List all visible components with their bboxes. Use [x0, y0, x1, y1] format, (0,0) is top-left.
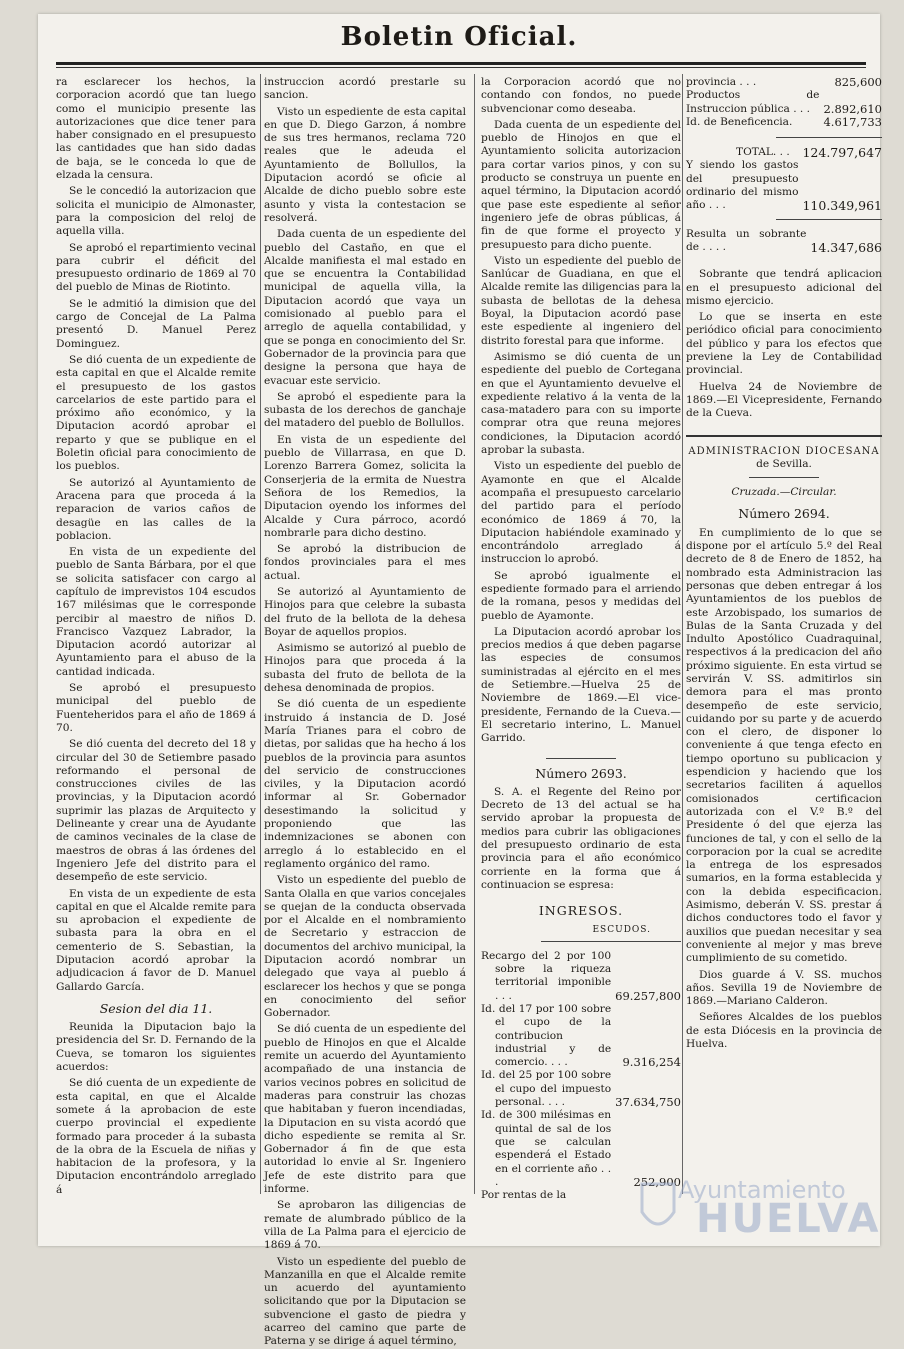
paragraph: Se dió cuenta de un espediente del pueblo de Hinojos en que el Alcalde remite un acuerdo del Ayuntamiento acompañado de una instancia de varios vecinos pobres en solicitud de maderas para construir las chozas que habitaban y fueron incendiadas, la Diputacion en su vista acordó que dicho espediente se remita al Sr. Gobernador á fin de que esta autoridad lo envie al Sr. Ingeniero Jefe de este distrito para que informe.	[264, 1023, 466, 1196]
paragraph: Se le admitió la dimision que del cargo de Concejal de La Palma presentó D. Manuel Perez Dominguez.	[56, 297, 256, 350]
masthead-rule-thin	[56, 67, 866, 68]
row-label: Id. del 25 por 100 sobre el cupo del impuesto personal. . . .	[481, 1069, 612, 1109]
paragraph: S. A. el Regente del Reino por Decreto de 13 del actual se ha servido aprobar la propuesta de medios para cubrir las obligaciones del presupuesto ordinario de esta provincia para el año económico corriente en la forma que á continuacion se espresa:	[481, 785, 681, 891]
gastos-label: Y siendo los gastos del presupuesto ordinario del mismo año . . .	[686, 159, 799, 212]
stamp-line-1: Ayuntamiento	[678, 1176, 846, 1204]
table-row	[481, 1003, 681, 1069]
circular-number: Número 2694.	[738, 506, 830, 522]
paragraph: En vista de un espediente del pueblo de Villarrasa, en que D. Lorenzo Barrera Gomez, solicita la Conserjeria de la ermita de Nuestra Señora de los Remedios, la Diputacion oyendo los informes del Alcalde y Cura párroco, acordó nombrarle para dicho destino.	[264, 433, 466, 539]
row-label: Id. de 300 milésimas en quintal de sal de los que se calculan espenderá el Estado en el corriente año . . .	[481, 1109, 612, 1188]
column-divider	[260, 74, 261, 1194]
paragraph: la Corporacion acordó que no contando con fondos, no puede subvencionar como deseaba.	[481, 76, 681, 115]
paragraph: Asimismo se autorizó al pueblo de Hinojos para que proceda á la subasta del fruto de bellota de la dehesa denominada de propios.	[264, 642, 466, 695]
row-value: 37.634,750	[615, 1095, 681, 1110]
table-row	[481, 950, 681, 1003]
paragraph: Dada cuenta de un espediente del pueblo de Hinojos en que el Ayuntamiento solicita autorizacion para cortar varios pinos, y con su producto se construya un puente en aquel término, la Diputacion acordó que pase este espediente al señor ingeniero jefe de obras públicas, á fin de que forme el proyecto y presupuesto para dicho puente.	[481, 118, 681, 251]
table-row	[481, 1069, 681, 1109]
paragraph: Se autorizó al Ayuntamiento de Hinojos para que celebre la subasta del fruto de la bellota de la dehesa Boyar de aquellos propios.	[264, 585, 466, 638]
row-value: 9.316,254	[622, 1055, 681, 1070]
table-row	[686, 159, 882, 212]
paragraph: Sobrante que tendrá aplicacion en el presupuesto adicional del mismo ejercicio.	[686, 268, 882, 307]
paragraph: Se dió cuenta del decreto del 18 y circular del 30 de Setiembre pasado reformando el personal de construcciones civiles de las provincias, y la Diputacion acordó suprimir las plazas de Arquitecto y Delineante y crear una de Ayudante de caminos vecinales de la clase de maestros de obras á las órdenes del Ingeniero Jefe del distrito para el desempeño de este servicio.	[56, 738, 256, 884]
paragraph: Se aprobó la distribucion de fondos provinciales para el mes actual.	[264, 543, 466, 582]
table-row	[686, 89, 882, 116]
table-row	[686, 76, 882, 89]
paragraph: Se aprobó igualmente el espediente formado para el arriendo de la romana, pesos y medidas del pueblo de Ayamonte.	[481, 569, 681, 622]
row-label: provincia . . .	[686, 76, 757, 88]
session-heading: Sesion del dia 11.	[99, 1000, 213, 1016]
sobrante-label: Resulta un sobrante de . . . .	[686, 227, 807, 253]
masthead-rule-thick	[56, 62, 866, 65]
divider	[686, 435, 882, 437]
total-value: 124.797,647	[802, 145, 882, 161]
divider	[541, 941, 681, 942]
paragraph: Se aprobó el repartimiento vecinal para cubrir el déficit del presupuesto ordinario de 1869 al 70 del pueblo de Minas de Riotinto.	[56, 241, 256, 294]
paragraph: Visto un espediente del pueblo de Sanlúcar de Guadiana, en que el Alcalde remite las diligencias para la subasta de bellotas de la dehesa Boyal, la Diputacion acordó pase este espediente al ingeniero del distrito forestal para que informe.	[481, 254, 681, 347]
column-3	[481, 76, 681, 1202]
paragraph: Se dió cuenta de un expediente de esta capital, en que el Alcalde somete á la aprobacion de este cuerpo provincial el expediente formado para proceder á la subasta de la obra de la Escuela de niñas y habitacion de la profesora, y la Diputacion encontrándolo arreglado á	[56, 1077, 256, 1196]
column-divider	[682, 74, 683, 1194]
ingresos-table-continued	[686, 76, 882, 129]
sobrante-value: 14.347,686	[810, 239, 882, 255]
paragraph: Se le concedió la autorizacion que solicita el municipio de Almonaster, para la composicion del reloj de aquella villa.	[56, 185, 256, 238]
column-divider	[474, 74, 475, 1194]
column-2	[264, 76, 466, 1349]
divider	[776, 219, 882, 220]
row-value: 69.257,800	[615, 988, 681, 1003]
row-label: Id. del 17 por 100 sobre el cupo de la contribucion industrial y de comercio. . . .	[481, 1003, 612, 1069]
newspaper-page	[38, 14, 882, 1348]
ingresos-table	[481, 950, 681, 1203]
paragraph: En cumplimiento de lo que se dispone por el artículo 5.º del Real decreto de 8 de Enero de 1852, ha nombrado esta Administracion las personas que deben entregar á los Ayuntamientos de los pueblos de este Arzobispado, los sumarios de Bulas de la Santa Cruzada y del Indulto Apostólico Cuadraquinal, respectivos á la predicacion del año próximo siguiente. En esta virtud se servirán V. SS. admitirlos sin demora para el mas pronto desempeño de este servicio, cuidando por su parte y de acuerdo con el clero, de disponer lo conveniente á que tenga efecto en tiempo oportuno su publicacion y espendicion y haciendo que los secretarios faciliten á aquellos comisionados certificacion autorizada con el V.º B.º del Presidente ó del que ejerza las funciones de tal, y con el sello de la corporacion por la cual se acredite la entrega de los espresados sumarios, en la forma establecida y con la debida especificacion. Asimismo, deberán V. SS. prestar á dichos conductores todo el favor y auxilios que puedan necesitar y sea conveniente al mejor y mas breve cumplimiento de su cometido.	[686, 526, 882, 965]
paragraph: Huelva 24 de Noviembre de 1869.—El Vicepresidente, Fernando de la Cueva.	[686, 380, 882, 420]
row-value: 252,900	[633, 1174, 681, 1189]
paragraph: Se dió cuenta de un espediente instruido á instancia de D. José María Trianes para el cobro de dietas, por salidas que ha hecho á los pueblos de la provincia para asuntos del servicio de construcciones civiles, y la Diputacion acordó informar al Sr. Gobernador desestimando la solicitud y proponiendo que las indemnizaciones se abonen con arreglo á lo establecido en el reglamento orgánico del ramo.	[264, 698, 466, 870]
paragraph: Reunida la Diputacion bajo la presidencia del Sr. D. Fernando de la Cueva, se tomaron los siguientes acuerdos:	[56, 1021, 256, 1074]
paragraph: Dada cuenta de un espediente del pueblo del Castaño, en que el Alcalde manifiesta el mal estado en que se encuentra la Contabilidad municipal de aquella villa, la Diputacion acordó que vaya un comisionado al pueblo para el arreglo de aquella contabilidad, y que se ponga en conocimiento del Sr. Gobernador de la provincia para que designe la persona que haya de evacuar este servicio.	[264, 228, 466, 387]
row-label: Id. de Beneficencia.	[686, 115, 793, 128]
paragraph: Se autorizó al Ayuntamiento de Aracena para que proceda á la reparacion de varios caños de desagüe en las calles de la poblacion.	[56, 476, 256, 542]
divider	[546, 758, 616, 759]
paragraph: Se aprobó el espediente para la subasta de los derechos de ganchaje del matadero del pueblo de Bollullos.	[264, 390, 466, 430]
paragraph: Visto un espediente del pueblo de Ayamonte en que el Alcalde acompaña el presupuesto carcelario del partido para el período económico de 1869 á 70, la Diputacion habiéndole examinado y encontrándolo arreglado á instruccion lo aprobó.	[481, 460, 681, 566]
column-1	[56, 76, 256, 1197]
table-row	[686, 228, 882, 255]
stamp-line-2: HUELVA	[696, 1196, 881, 1242]
table-row	[686, 116, 882, 129]
divider	[776, 137, 882, 138]
totals-table	[686, 146, 882, 212]
paragraph: Se aprobó el presupuesto municipal del pueblo de Fuenteheridos para el año de 1869 á 70.	[56, 682, 256, 734]
escudos-label: ESCUDOS.	[592, 924, 651, 935]
total-label: TOTAL. . .	[736, 146, 790, 159]
table-row	[686, 146, 882, 159]
paragraph: En vista de un expediente del pueblo de Santa Bárbara, por el que se solicita satisfacer con cargo al capítulo de imprevistos 104 escudos 167 milésimas que le corresponde percibir al maestro de niños D. Francisco Vazquez Labrador, la Diputacion acordó autorizar al Ayuntamiento para el abuso de la cantidad indicada.	[56, 546, 256, 678]
divider	[749, 477, 819, 478]
row-label: Recargo del 2 por 100 sobre la riqueza territorial imponible . . .	[481, 949, 612, 1002]
paragraph: instruccion acordó prestarle su sancion.	[264, 76, 466, 102]
row-value: 4.617,733	[823, 114, 882, 129]
paragraph: La Diputacion acordó aprobar los precios medios á que deben pagarse las especies de consumos suministradas al ejército en el mes de Setiembre.—Huelva 25 de Noviembre de 1869.—El vice-presidente, Fernando de la Cueva.—El secretario interino, L. Manuel Garrido.	[481, 625, 681, 745]
row-value: 825,600	[834, 75, 882, 89]
sobrante-table	[686, 228, 882, 255]
ingresos-heading: INGRESOS.	[538, 903, 624, 919]
row-value: 2.892,610	[823, 101, 882, 116]
coat-of-arms-icon	[638, 1178, 678, 1238]
paragraph: Dios guarde á V. SS. muchos años. Sevilla 19 de Noviembre de 1869.—Mariano Calderon.	[686, 968, 882, 1008]
paragraph: Lo que se inserta en este periódico oficial para conocimiento del público y para los efectos que previene la Ley de Contabilidad provincial.	[686, 311, 882, 377]
section-title: ADMINISTRACION DIOCESANA	[688, 445, 880, 457]
masthead-title: Boletin Oficial.	[340, 22, 578, 52]
decree-number: Número 2693.	[535, 765, 627, 781]
column-4	[686, 76, 882, 1051]
paragraph: ra esclarecer los hechos, la corporacion acordó que tan luego como el municipio presente las autorizaciones que dice tener para haber consignado en el presupuesto las cantidades que han sido dadas de baja, se le conceda lo que de elzada la censura.	[56, 76, 256, 182]
section-subtitle: de Sevilla.	[756, 457, 812, 470]
paragraph: Señores Alcaldes de los pueblos de esta Diócesis en la provincia de Huelva.	[686, 1011, 882, 1050]
paragraph: Visto un espediente de esta capital en que D. Diego Garzon, á nombre de sus tres hermanos, reclama 720 reales que le adeuda el Ayuntamiento de Bollullos, la Diputacion acordó se oficie al Alcalde de dicho pueblo sobre este asunto y vista la contestacion se resolverá.	[264, 105, 466, 224]
paragraph: Visto un espediente del pueblo de Manzanilla en que el Alcalde remite un acuerdo del ayuntamiento solicitando que por la Diputacion se subvencione el gasto de piedra y acarreo del camino que parte de Paterna y se dirige á aquel término,	[264, 1255, 466, 1348]
row-label: Productos de Instruccion pública . . .	[686, 89, 820, 115]
paragraph: Visto un espediente del pueblo de Santa Olalla en que varios concejales se quejan de la conducta observada por el Alcalde en el nombramiento de Secretario y estraccion de documentos del archivo municipal, la Diputacion acordó nombrar un delegado que vaya al pueblo á esclarecer los hechos y que se ponga en conocimiento del señor Gobernador.	[264, 874, 466, 1020]
paragraph: Se aprobaron las diligencias de remate de alumbrado público de la villa de La Palma para el ejercicio de 1869 á 70.	[264, 1199, 466, 1252]
paragraph: Se dió cuenta de un expediente de esta capital en que el Alcalde remite el presupuesto de los gastos carcelarios de este partido para el próximo año económico, y la Diputacion acordó aprobar el reparto y que se publique en el Boletin oficial para conocimiento de los pueblos.	[56, 353, 256, 473]
watermark-stamp	[638, 1174, 881, 1244]
paragraph: En vista de un expediente de esta capital en que el Alcalde remite para su aprobacion el expediente de subasta para la obra en el cementerio de S. Sebastian, la Diputacion acordó aprobar la adjudicacion á favor de D. Manuel Gallardo García.	[56, 887, 256, 993]
paragraph: Asimismo se dió cuenta de un espediente del pueblo de Cortegana en que el Ayuntamiento devuelve el expediente relativo á la venta de la casa-matadero para con su importe comprar otra que reuna mejores condiciones, la Diputacion acordó aprobar la subasta.	[481, 350, 681, 457]
circular-title: Cruzada.—Circular.	[731, 486, 837, 499]
gastos-value: 110.349,961	[802, 198, 882, 214]
row-label: Por rentas de la	[481, 1189, 567, 1202]
